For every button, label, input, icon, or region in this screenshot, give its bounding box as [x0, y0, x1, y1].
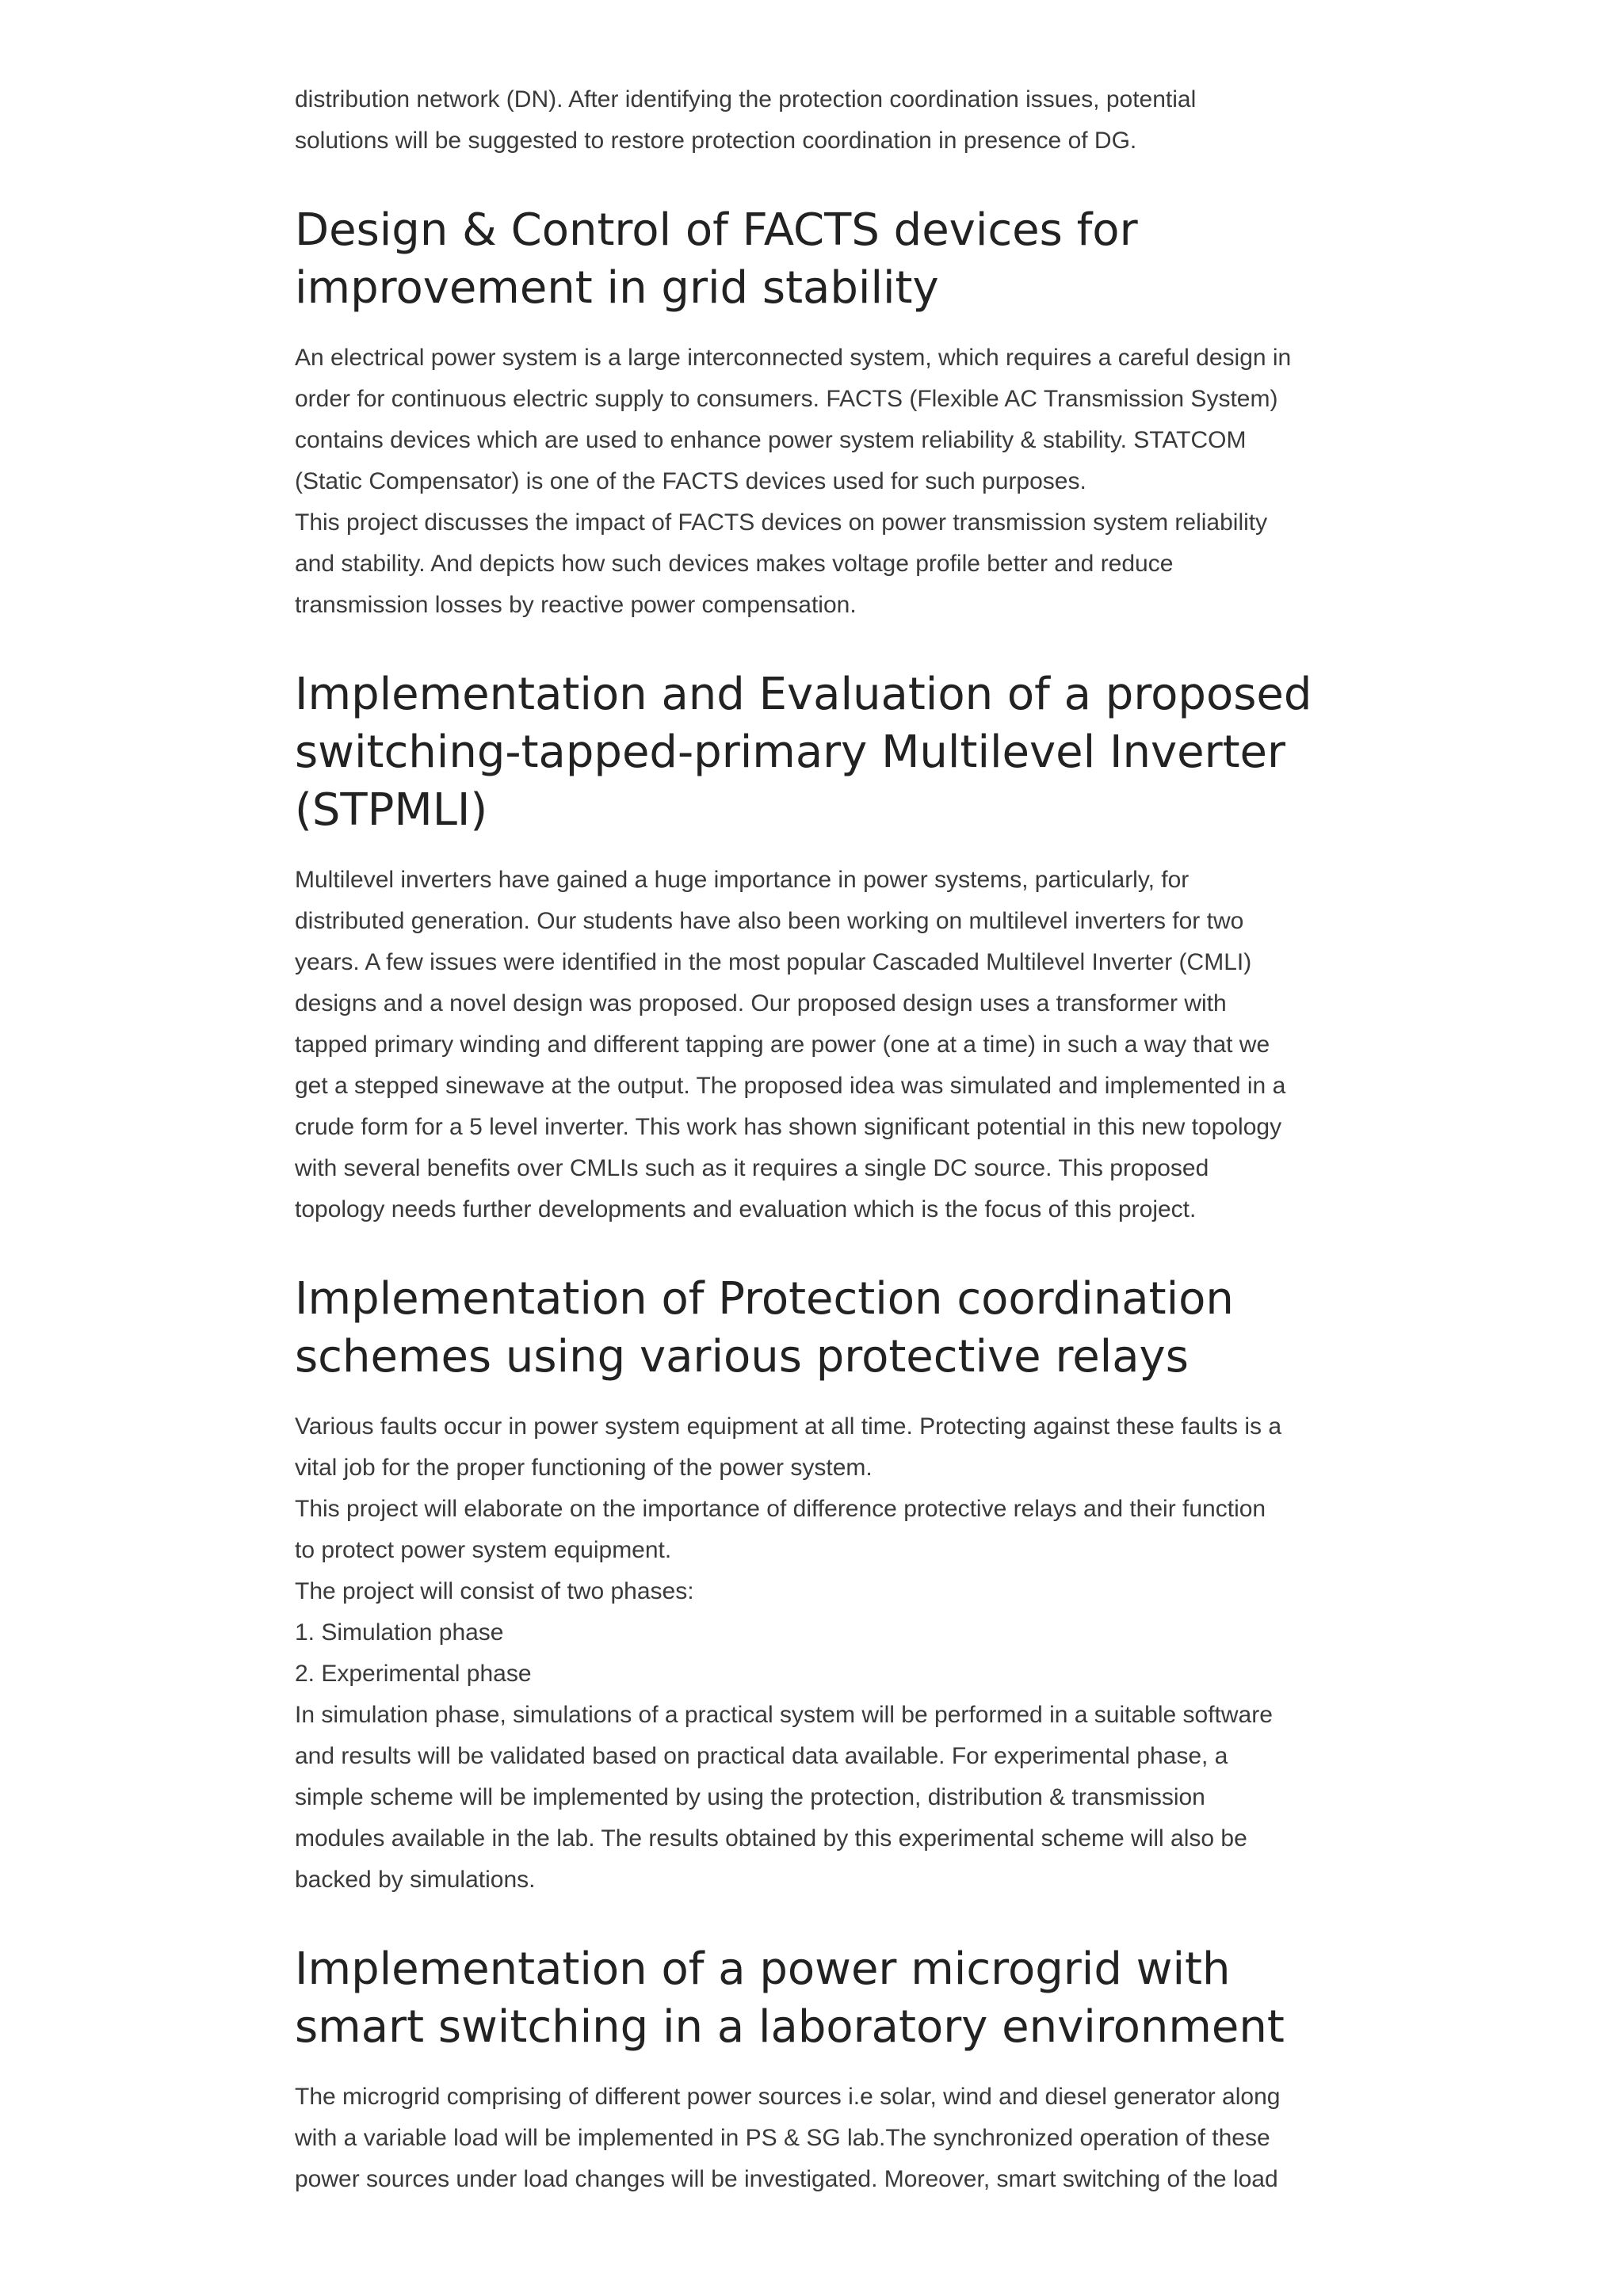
text-line: power sources under load changes will be investigated. Moreover, smart switching of the load	[295, 2166, 1278, 2192]
text-line: (Static Compensator) is one of the FACTS devices used for such purposes.	[295, 468, 1086, 494]
section-facts-devices	[295, 201, 1349, 626]
text-line: modules available in the lab. The results obtained by this experimental scheme will also be	[295, 1825, 1247, 1852]
text-line: The microgrid comprising of different power sources i.e solar, wind and diesel generator along	[295, 2084, 1281, 2110]
section-heading	[295, 1940, 1349, 2056]
text-line: This project will elaborate on the importance of difference protective relays and their function	[295, 1496, 1266, 1522]
heading-line: smart switching in a laboratory environment	[295, 2001, 1285, 2053]
text-line: get a stepped sinewave at the output. The proposed idea was simulated and implemented in a	[295, 1073, 1286, 1099]
text-line: In simulation phase, simulations of a practical system will be performed in a suitable software	[295, 1702, 1273, 1728]
intro-paragraph	[295, 79, 1349, 162]
heading-line: schemes using various protective relays	[295, 1331, 1189, 1383]
text-line: Multilevel inverters have gained a huge importance in power systems, particularly, for	[295, 867, 1190, 893]
heading-line: Implementation of a power microgrid with	[295, 1943, 1231, 1995]
text-line: The project will consist of two phases:	[295, 1578, 694, 1604]
heading-line: Implementation and Evaluation of a proposed	[295, 669, 1312, 720]
section-power-microgrid	[295, 1940, 1349, 2200]
text-line: designs and a novel design was proposed. Our proposed design uses a transformer with	[295, 990, 1227, 1016]
section-body	[295, 338, 1349, 626]
section-heading	[295, 201, 1349, 317]
section-stpmli	[295, 666, 1349, 1230]
text-line: and results will be validated based on practical data available. For experimental phase, a	[295, 1743, 1228, 1769]
text-line: vital job for the proper functioning of the power system.	[295, 1455, 873, 1481]
section-body	[295, 1406, 1349, 1901]
list-item: 1. Simulation phase	[295, 1619, 504, 1646]
text-line: years. A few issues were identified in the most popular Cascaded Multilevel Inverter (CMLI)	[295, 949, 1252, 975]
section-body	[295, 2077, 1349, 2200]
text-line: tapped primary winding and different tapping are power (one at a time) in such a way that we	[295, 1032, 1270, 1058]
text-line: crude form for a 5 level inverter. This work has shown significant potential in this new topology	[295, 1114, 1282, 1140]
document-page	[295, 79, 1349, 2200]
text-line: distributed generation. Our students have also been working on multilevel inverters for two	[295, 908, 1244, 934]
heading-line: switching-tapped-primary Multilevel Inverter	[295, 727, 1286, 778]
section-body	[295, 860, 1349, 1230]
text-line: transmission losses by reactive power compensation.	[295, 592, 857, 618]
text-line: backed by simulations.	[295, 1867, 536, 1893]
heading-line: Implementation of Protection coordination	[295, 1273, 1234, 1325]
text-line: topology needs further developments and evaluation which is the focus of this project.	[295, 1196, 1197, 1222]
text-line: to protect power system equipment.	[295, 1537, 672, 1563]
text-line: simple scheme will be implemented by using the protection, distribution & transmission	[295, 1784, 1205, 1810]
section-heading	[295, 1270, 1349, 1386]
text-line: Various faults occur in power system equipment at all time. Protecting against these faults is a	[295, 1413, 1282, 1440]
text-line: order for continuous electric supply to consumers. FACTS (Flexible AC Transmission System)	[295, 386, 1278, 412]
text-line: contains devices which are used to enhance power system reliability & stability. STATCOM	[295, 427, 1247, 453]
text-line: with a variable load will be implemented in PS & SG lab.The synchronized operation of these	[295, 2125, 1270, 2151]
text-line: with several benefits over CMLIs such as it requires a single DC source. This proposed	[295, 1155, 1209, 1181]
text-line: solutions will be suggested to restore protection coordination in presence of DG.	[295, 128, 1137, 154]
heading-line: improvement in grid stability	[295, 262, 939, 314]
text-line: This project discusses the impact of FACTS devices on power transmission system reliability	[295, 509, 1268, 536]
heading-line: Design & Control of FACTS devices for	[295, 204, 1138, 256]
list-item: 2. Experimental phase	[295, 1661, 532, 1687]
section-heading	[295, 666, 1349, 839]
text-line: An electrical power system is a large interconnected system, which requires a careful design in	[295, 345, 1292, 371]
text-line: and stability. And depicts how such devices makes voltage profile better and reduce	[295, 551, 1174, 577]
heading-line: (STPMLI)	[295, 784, 488, 836]
text-line: distribution network (DN). After identifying the protection coordination issues, potential	[295, 86, 1197, 113]
section-protection-coordination	[295, 1270, 1349, 1901]
